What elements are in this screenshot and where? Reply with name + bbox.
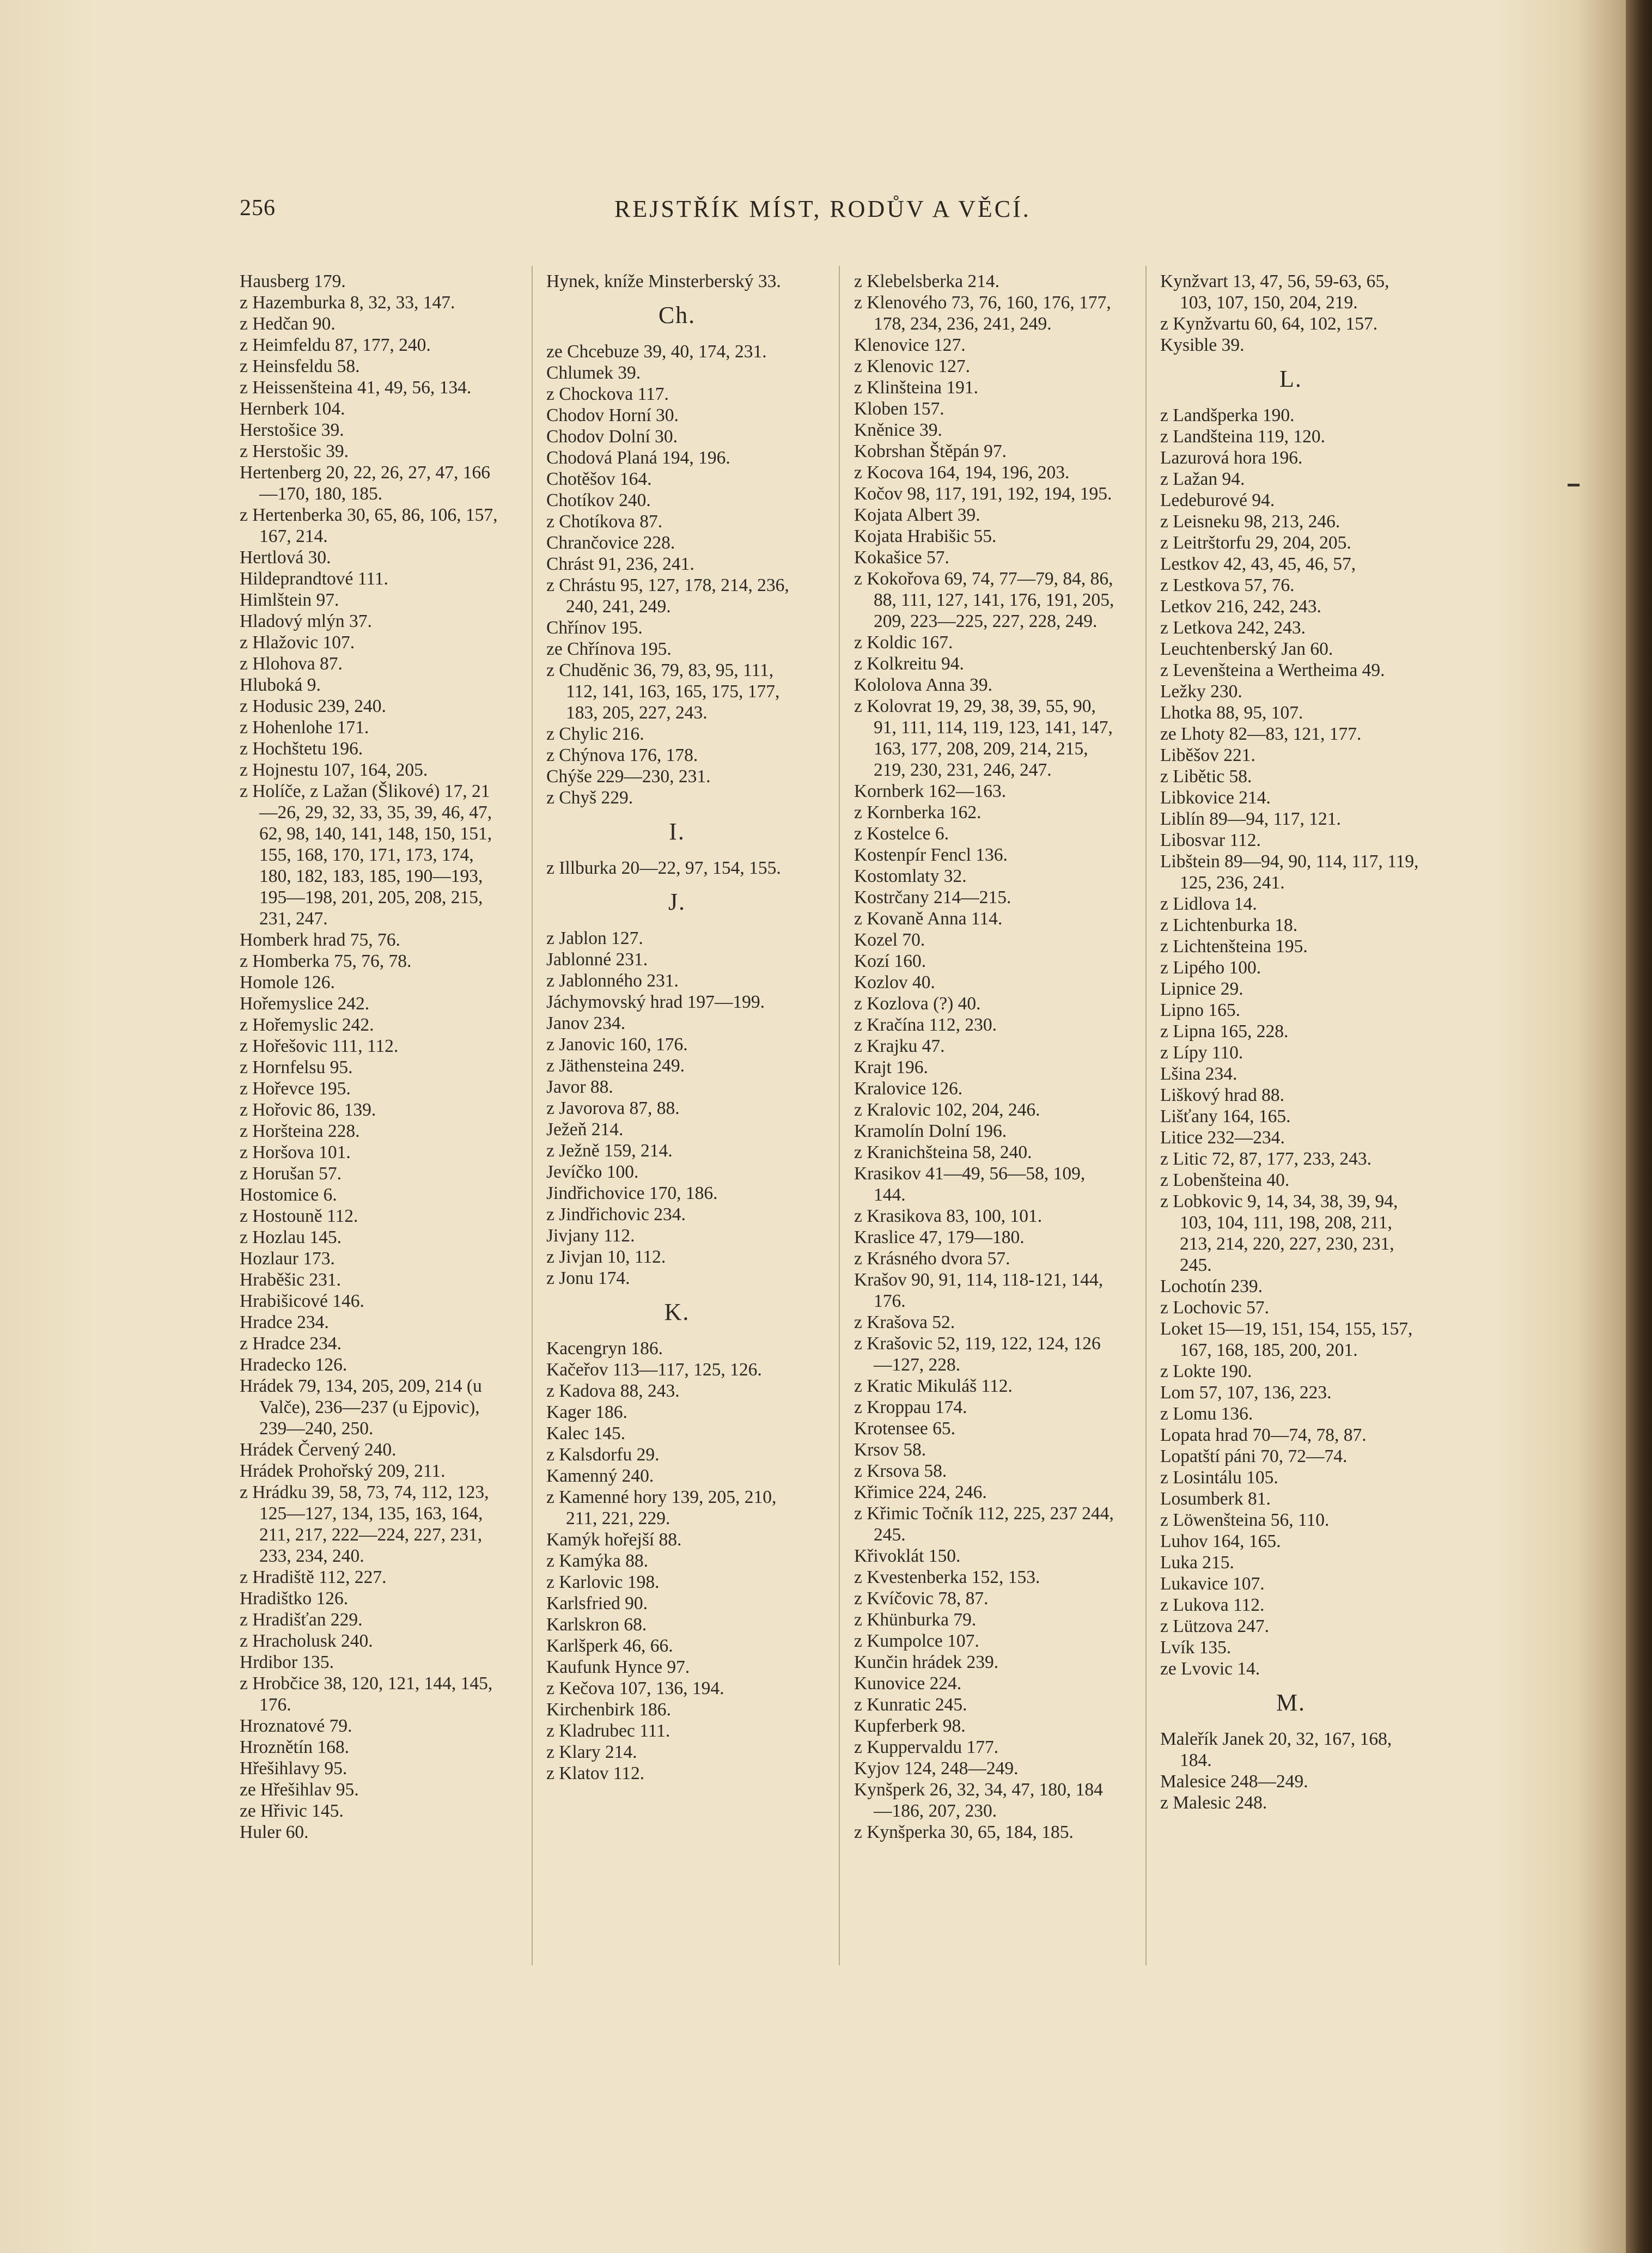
index-entry: Lipnice 29. xyxy=(1160,979,1243,999)
index-entry: z Klenovic 127. xyxy=(854,356,971,376)
index-entry: z Jivjan 10, 112. xyxy=(546,1247,666,1267)
index-entry: z Lukova 112. xyxy=(1160,1595,1265,1615)
index-entry: Lhotka 88, 95, 107. xyxy=(1160,703,1303,723)
index-entry: Chlumek 39. xyxy=(546,363,641,383)
index-entry: z Kadova 88, 243. xyxy=(546,1381,680,1401)
index-entry: z Landšperka 190. xyxy=(1160,405,1295,425)
index-entry: z Losintálu 105. xyxy=(1160,1468,1278,1488)
index-entry: z Horušan 57. xyxy=(240,1164,342,1184)
index-entry: Hrádek 79, 134, 205, 209, 214 (u Valče), 236—237 (u Ejpovic), 239—240, 250. xyxy=(240,1376,482,1439)
index-entry: z Lokte 190. xyxy=(1160,1361,1252,1381)
index-entry: Lukavice 107. xyxy=(1160,1574,1265,1594)
index-entry: Lazurová hora 196. xyxy=(1160,448,1303,468)
index-entry: Hozlaur 173. xyxy=(240,1249,335,1269)
index-entry: Libštein 89—94, 90, 114, 117, 119, 125, 236, 241. xyxy=(1160,851,1419,893)
index-entry: Klenovice 127. xyxy=(854,335,966,355)
index-entry: z Chrástu 95, 127, 178, 214, 236, 240, 241, 249. xyxy=(546,575,789,617)
index-entry: z Kralovic 102, 204, 246. xyxy=(854,1100,1040,1120)
index-entry: Loket 15—19, 151, 154, 155, 157, 167, 168, 185, 200, 201. xyxy=(1160,1319,1413,1360)
index-entry: z Hedčan 90. xyxy=(240,314,336,334)
index-entry: Kynžvart 13, 47, 56, 59-63, 65, 103, 107, 150, 204, 219. xyxy=(1160,271,1389,313)
book-spine-edge xyxy=(1626,0,1652,2253)
index-entry: Kozí 160. xyxy=(854,951,926,971)
index-entry: Kojata Albert 39. xyxy=(854,505,980,525)
index-entry: z Kvestenberka 152, 153. xyxy=(854,1567,1040,1587)
index-entry: z Hořovic 86, 139. xyxy=(240,1100,376,1120)
index-entry: z Krašovic 52, 119, 122, 124, 126—127, 228. xyxy=(854,1333,1101,1375)
index-column-3 xyxy=(854,271,1115,1843)
index-entry: z Hlažovic 107. xyxy=(240,632,355,653)
index-entry: Lestkov 42, 43, 45, 46, 57, xyxy=(1160,554,1356,574)
section-letter-heading: M. xyxy=(1276,1689,1306,1716)
index-entry: z Litic 72, 87, 177, 233, 243. xyxy=(1160,1149,1371,1169)
index-entry: z Koldic 167. xyxy=(854,632,953,653)
index-entry: z Kečova 107, 136, 194. xyxy=(546,1678,724,1698)
index-entry: z Kuppervaldu 177. xyxy=(854,1737,999,1757)
index-entry: z Ježně 159, 214. xyxy=(546,1141,673,1161)
index-entry: Losumberk 81. xyxy=(1160,1489,1271,1509)
index-entry: Kočov 98, 117, 191, 192, 194, 195. xyxy=(854,484,1112,504)
section-letter-heading: J. xyxy=(668,888,686,915)
index-entry: Hladový mlýn 37. xyxy=(240,611,372,631)
index-entry: Hořemyslice 242. xyxy=(240,994,370,1014)
index-entry: Kokašice 57. xyxy=(854,547,949,568)
index-entry: z Hlohova 87. xyxy=(240,654,343,674)
index-entry: z Holíče, z Lažan (Šlikové) 17, 21—26, 29, 32, 33, 35, 39, 46, 47, 62, 98, 140, 141, 148, 150, 151, 155, 168, 170, 171, 173, 174, 180, 182, 183, 185, 190—193, 195—198, 201, 205, 208, 215, 231, 247. xyxy=(240,781,492,929)
index-entry: Jablonné 231. xyxy=(546,949,648,970)
index-entry: z Hořemyslic 242. xyxy=(240,1015,374,1035)
index-entry: z Kolovrat 19, 29, 38, 39, 55, 90, 91, 111, 114, 119, 123, 141, 147, 163, 177, 208, 209, 214, 215, 219, 230, 231, 246, 247. xyxy=(854,696,1113,780)
index-entry: Hrádek Červený 240. xyxy=(240,1440,397,1460)
index-entry: z Lestkova 57, 76. xyxy=(1160,575,1295,595)
index-entry: z Lipého 100. xyxy=(1160,958,1261,978)
column-divider xyxy=(839,266,840,1965)
index-entry: z Chotíkova 87. xyxy=(546,512,663,532)
index-entry: Kager 186. xyxy=(546,1402,627,1422)
index-entry: Javor 88. xyxy=(546,1077,613,1097)
index-entry: z Hertenberka 30, 65, 86, 106, 157, 167, 214. xyxy=(240,505,498,546)
index-entry: z Khünburka 79. xyxy=(854,1610,977,1630)
index-column-4 xyxy=(1160,271,1422,1813)
index-entry: Hradištko 126. xyxy=(240,1588,349,1609)
index-entry: z Hazemburka 8, 32, 33, 147. xyxy=(240,293,455,313)
index-entry: z Křimic Točník 112, 225, 237 244, 245. xyxy=(854,1503,1114,1545)
index-entry: z Lidlova 14. xyxy=(1160,894,1257,914)
index-entry: Křimice 224, 246. xyxy=(854,1482,987,1502)
index-entry: z Leitrštorfu 29, 204, 205. xyxy=(1160,533,1351,553)
index-entry: Kunovice 224. xyxy=(854,1673,962,1694)
index-entry: z Janovic 160, 176. xyxy=(546,1034,688,1055)
index-entry: z Chockova 117. xyxy=(546,384,669,404)
index-entry: z Hozlau 145. xyxy=(240,1227,342,1247)
index-entry: Křivoklát 150. xyxy=(854,1546,961,1566)
index-entry: Liblín 89—94, 117, 121. xyxy=(1160,809,1341,829)
index-entry: z Hořevce 195. xyxy=(240,1079,351,1099)
page-number: 256 xyxy=(240,196,276,221)
index-entry: Jáchymovský hrad 197—199. xyxy=(546,992,765,1012)
index-entry: z Lichtenšteina 195. xyxy=(1160,936,1308,957)
section-letter-heading: I. xyxy=(669,818,685,845)
index-column-2 xyxy=(546,271,808,1784)
index-entry: Kojata Hrabišic 55. xyxy=(854,526,997,546)
index-entry: z Kračína 112, 230. xyxy=(854,1015,997,1035)
index-entry: z Kroppau 174. xyxy=(854,1397,967,1417)
index-entry: z Klary 214. xyxy=(546,1742,637,1762)
index-entry: z Chylic 216. xyxy=(546,724,644,744)
index-column-1 xyxy=(240,271,501,1843)
index-entry: z Illburka 20—22, 97, 154, 155. xyxy=(546,858,781,878)
index-entry: Hertlová 30. xyxy=(240,547,331,568)
index-entry: Krsov 58. xyxy=(854,1440,926,1460)
index-entry: z Libětic 58. xyxy=(1160,766,1252,787)
index-entry: Hertenberg 20, 22, 26, 27, 47, 166—170, 180, 185. xyxy=(240,462,490,504)
index-entry: z Horšova 101. xyxy=(240,1142,351,1162)
index-entry: Hradce 234. xyxy=(240,1312,329,1332)
index-entry: z Kovaně Anna 114. xyxy=(854,909,1003,929)
index-entry: ze Lhoty 82—83, 121, 177. xyxy=(1160,724,1362,744)
index-entry: Hynek, kníže Minsterberský 33. xyxy=(546,271,781,291)
index-entry: z Jonu 174. xyxy=(546,1268,630,1288)
index-entry: Luka 215. xyxy=(1160,1552,1234,1573)
index-entry: Liběšov 221. xyxy=(1160,745,1255,765)
index-entry: z Chyš 229. xyxy=(546,788,633,808)
index-entry: z Levenšteina a Wertheima 49. xyxy=(1160,660,1385,680)
index-entry: z Karlovic 198. xyxy=(546,1572,660,1592)
index-entry: Krotensee 65. xyxy=(854,1418,956,1439)
index-entry: Kynšperk 26, 32, 34, 47, 180, 184—186, 207, 230. xyxy=(854,1780,1103,1821)
index-entry: Kamenný 240. xyxy=(546,1466,654,1486)
index-entry: Krajt 196. xyxy=(854,1057,928,1077)
index-entry: Kramolín Dolní 196. xyxy=(854,1121,1007,1141)
index-entry: Chrást 91, 236, 241. xyxy=(546,554,694,574)
index-entry: z Krsova 58. xyxy=(854,1461,947,1481)
index-entry: z Kalsdorfu 29. xyxy=(546,1445,660,1465)
index-entry: z Lípy 110. xyxy=(1160,1043,1243,1063)
index-entry: z Homberka 75, 76, 78. xyxy=(240,951,412,971)
index-entry: Lšina 234. xyxy=(1160,1064,1238,1084)
index-entry: z Kamýka 88. xyxy=(546,1551,648,1571)
index-entry: Hroznětín 168. xyxy=(240,1737,349,1757)
index-entry: Lopata hrad 70—74, 78, 87. xyxy=(1160,1425,1367,1445)
index-entry: z Lažan 94. xyxy=(1160,469,1245,489)
index-entry: Hřešihlavy 95. xyxy=(240,1758,348,1779)
index-entry: z Hradišťan 229. xyxy=(240,1610,363,1630)
index-entry: ze Lvovic 14. xyxy=(1160,1659,1260,1679)
index-entry: Hrdibor 135. xyxy=(240,1652,334,1672)
column-divider xyxy=(532,266,533,1965)
index-entry: Lvík 135. xyxy=(1160,1637,1232,1658)
index-entry: z Kozlova (?) 40. xyxy=(854,994,981,1014)
index-entry: Kacengryn 186. xyxy=(546,1338,663,1359)
index-entry: Himlštein 97. xyxy=(240,590,339,610)
index-entry: Hluboká 9. xyxy=(240,675,321,695)
index-entry: Letkov 216, 242, 243. xyxy=(1160,596,1321,617)
index-entry: z Kornberka 162. xyxy=(854,802,982,823)
index-entry: z Lichtenburka 18. xyxy=(1160,915,1298,935)
index-entry: z Herstošic 39. xyxy=(240,441,349,461)
index-entry: z Kunratic 245. xyxy=(854,1695,967,1715)
index-entry: z Hochštetu 196. xyxy=(240,739,363,759)
index-entry: Kamýk hořejší 88. xyxy=(546,1530,682,1550)
index-entry: z Chýnova 176, 178. xyxy=(546,745,698,765)
index-entry: ze Hřivic 145. xyxy=(240,1801,344,1821)
index-entry: z Lochovic 57. xyxy=(1160,1298,1270,1318)
index-entry: Hausberg 179. xyxy=(240,271,346,291)
index-entry: z Krašova 52. xyxy=(854,1312,955,1332)
index-entry: z Heissenšteina 41, 49, 56, 134. xyxy=(240,377,472,398)
index-entry: z Landšteina 119, 120. xyxy=(1160,427,1325,447)
index-entry: z Lomu 136. xyxy=(1160,1404,1253,1424)
index-entry: z Horšteina 228. xyxy=(240,1121,360,1141)
index-entry: Kirchenbirk 186. xyxy=(546,1700,671,1720)
index-entry: ze Chcebuze 39, 40, 174, 231. xyxy=(546,342,767,362)
section-letter-heading: L. xyxy=(1279,366,1302,392)
index-entry: z Malesic 248. xyxy=(1160,1793,1267,1813)
index-entry: Kozel 70. xyxy=(854,930,925,950)
index-entry: z Jäthensteina 249. xyxy=(546,1056,685,1076)
index-entry: z Kamenné hory 139, 205, 210, 211, 221, 229. xyxy=(546,1487,777,1529)
index-entry: Kyjov 124, 248—249. xyxy=(854,1758,1019,1779)
index-entry: Kalec 145. xyxy=(546,1423,626,1444)
index-entry: Hrabišicové 146. xyxy=(240,1291,364,1311)
index-entry: z Kumpolce 107. xyxy=(854,1631,979,1651)
index-entry: z Jindřichovic 234. xyxy=(546,1204,686,1225)
index-entry: Kornberk 162—163. xyxy=(854,781,1007,801)
index-entry: z Kokořova 69, 74, 77—79, 84, 86, 88, 111, 127, 141, 176, 191, 205, 209, 223—225, 227, 228, 249. xyxy=(854,569,1114,631)
index-entry: Huler 60. xyxy=(240,1822,309,1842)
index-entry: Karlskron 68. xyxy=(546,1615,647,1635)
index-entry: z Hrádku 39, 58, 73, 74, 112, 123, 125—127, 134, 135, 163, 164, 211, 217, 222—224, 227, 231, 233, 234, 240. xyxy=(240,1482,489,1566)
index-entry: Hernberk 104. xyxy=(240,399,345,419)
index-entry: z Hojnestu 107, 164, 205. xyxy=(240,760,428,780)
index-entry: z Letkova 242, 243. xyxy=(1160,618,1306,638)
index-entry: Lom 57, 107, 136, 223. xyxy=(1160,1383,1332,1403)
index-entry: z Hořešovic 111, 112. xyxy=(240,1036,399,1056)
index-entry: Homole 126. xyxy=(240,972,335,992)
index-entry: z Kolkreitu 94. xyxy=(854,654,964,674)
index-entry: Chotíkov 240. xyxy=(546,490,651,510)
index-entry: Krasikov 41—49, 56—58, 109, 144. xyxy=(854,1164,1086,1205)
index-entry: z Krasikova 83, 100, 101. xyxy=(854,1206,1043,1226)
index-entry: z Klenového 73, 76, 160, 176, 177, 178, 234, 236, 241, 249. xyxy=(854,293,1111,334)
index-entry: z Hradiště 112, 227. xyxy=(240,1567,387,1587)
index-entry: Kralovice 126. xyxy=(854,1079,963,1099)
index-entry: Kloben 157. xyxy=(854,399,944,419)
index-entry: z Lobkovic 9, 14, 34, 38, 39, 94, 103, 104, 111, 198, 208, 211, 213, 214, 220, 227, 230, 231, 245. xyxy=(1160,1191,1398,1275)
index-entry: Jivjany 112. xyxy=(546,1226,635,1246)
index-entry: Ležky 230. xyxy=(1160,681,1242,702)
index-entry: Lišťany 164, 165. xyxy=(1160,1106,1291,1126)
index-entry: Kraslice 47, 179—180. xyxy=(854,1227,1025,1247)
index-entry: Malesice 248—249. xyxy=(1160,1771,1308,1792)
index-entry: Kobrshan Štěpán 97. xyxy=(854,441,1007,461)
index-entry: Kaufunk Hynce 97. xyxy=(546,1657,690,1677)
index-entry: Jindřichovice 170, 186. xyxy=(546,1183,718,1203)
index-entry: z Hracholusk 240. xyxy=(240,1631,373,1651)
index-entry: z Hohenlohe 171. xyxy=(240,717,369,738)
index-entry: ze Hřešihlav 95. xyxy=(240,1780,359,1800)
index-entry: z Chuděnic 36, 79, 83, 95, 111, 112, 141, 163, 165, 175, 177, 183, 205, 227, 243. xyxy=(546,660,780,723)
index-entry: z Hradce 234. xyxy=(240,1333,342,1354)
index-entry: z Heimfeldu 87, 177, 240. xyxy=(240,335,431,355)
index-entry: Karlšperk 46, 66. xyxy=(546,1636,673,1656)
index-entry: Lopatští páni 70, 72—74. xyxy=(1160,1446,1348,1466)
index-entry: z Klatov 112. xyxy=(546,1763,645,1783)
index-entry: Chotěšov 164. xyxy=(546,469,652,489)
index-entry: z Leisneku 98, 213, 246. xyxy=(1160,512,1340,532)
index-entry: Kněnice 39. xyxy=(854,420,942,440)
index-entry: z Hodusic 239, 240. xyxy=(240,696,386,716)
section-letter-heading: Ch. xyxy=(658,302,696,328)
index-entry: Luhov 164, 165. xyxy=(1160,1531,1281,1551)
index-entry: Kololova Anna 39. xyxy=(854,675,993,695)
index-entry: z Hornfelsu 95. xyxy=(240,1057,353,1077)
index-entry: Liškový hrad 88. xyxy=(1160,1085,1284,1105)
index-entry: z Jablon 127. xyxy=(546,928,643,948)
index-entry: z Lützova 247. xyxy=(1160,1616,1270,1636)
index-entry: ze Chřínova 195. xyxy=(546,639,672,659)
index-entry: Kozlov 40. xyxy=(854,972,935,992)
index-entry: Litice 232—234. xyxy=(1160,1128,1285,1148)
margin-mark xyxy=(1568,484,1580,486)
index-entry: Chodová Planá 194, 196. xyxy=(546,448,730,468)
section-letter-heading: K. xyxy=(664,1299,690,1325)
index-entry: z Kynžvartu 60, 64, 102, 157. xyxy=(1160,314,1378,334)
index-entry: Lipno 165. xyxy=(1160,1000,1241,1020)
index-entry: Maleřík Janek 20, 32, 167, 168, 184. xyxy=(1160,1729,1392,1770)
index-entry: z Kynšperka 30, 65, 184, 185. xyxy=(854,1822,1074,1842)
index-entry: z Kranichšteina 58, 240. xyxy=(854,1142,1032,1162)
index-entry: z Heinsfeldu 58. xyxy=(240,356,360,376)
index-entry: Chodov Dolní 30. xyxy=(546,427,678,447)
index-entry: z Kvíčovic 78, 87. xyxy=(854,1588,989,1609)
index-entry: z Kostelce 6. xyxy=(854,824,949,844)
index-entry: z Hrobčice 38, 120, 121, 144, 145, 176. xyxy=(240,1673,493,1715)
index-entry: Kupferberk 98. xyxy=(854,1716,966,1736)
index-entry: z Javorova 87, 88. xyxy=(546,1098,680,1118)
index-entry: z Kladrubec 111. xyxy=(546,1721,670,1741)
index-entry: Hildeprandtové 111. xyxy=(240,569,388,589)
index-entry: Libosvar 112. xyxy=(1160,830,1261,850)
index-entry: z Lobenšteina 40. xyxy=(1160,1170,1290,1190)
index-entry: z Krajku 47. xyxy=(854,1036,945,1056)
index-entry: z Kratic Mikuláš 112. xyxy=(854,1376,1013,1396)
index-entry: z Kocova 164, 194, 196, 203. xyxy=(854,462,1070,483)
index-entry: Kysible 39. xyxy=(1160,335,1245,355)
column-divider xyxy=(1145,266,1147,1965)
index-entry: z Klinšteina 191. xyxy=(854,377,978,398)
index-entry: Ježeň 214. xyxy=(546,1119,624,1140)
index-entry: Hraběšic 231. xyxy=(240,1270,342,1290)
index-entry: Karlsfried 90. xyxy=(546,1593,648,1613)
index-entry: Homberk hrad 75, 76. xyxy=(240,930,400,950)
index-entry: Libkovice 214. xyxy=(1160,788,1271,808)
index-entry: Chřínov 195. xyxy=(546,618,643,638)
index-entry: z Klebelsberka 214. xyxy=(854,271,999,291)
index-entry: Lochotín 239. xyxy=(1160,1276,1263,1296)
index-entry: z Hostouně 112. xyxy=(240,1206,358,1226)
index-entry: Krašov 90, 91, 114, 118-121, 144, 176. xyxy=(854,1270,1104,1311)
index-entry: Kunčin hrádek 239. xyxy=(854,1652,999,1672)
index-entry: Janov 234. xyxy=(546,1013,626,1033)
index-entry: Kačeřov 113—117, 125, 126. xyxy=(546,1360,762,1380)
index-entry: z Jablonného 231. xyxy=(546,971,679,991)
index-entry: Hostomice 6. xyxy=(240,1185,337,1205)
index-entry: z Krásného dvora 57. xyxy=(854,1249,1010,1269)
index-entry: Hroznatové 79. xyxy=(240,1716,352,1736)
index-entry: Kostenpír Fencl 136. xyxy=(854,845,1008,865)
index-entry: Hrádek Prohořský 209, 211. xyxy=(240,1461,446,1481)
index-entry: Hradecko 126. xyxy=(240,1355,348,1375)
index-entry: Chrančovice 228. xyxy=(546,533,675,553)
index-entry: Chýše 229—230, 231. xyxy=(546,766,711,787)
running-head-title: REJSTŘÍK MÍST, RODŮV A VĚCÍ. xyxy=(614,196,1031,222)
index-entry: Herstošice 39. xyxy=(240,420,344,440)
index-entry: Kostrčany 214—215. xyxy=(854,887,1011,908)
index-entry: Ledeburové 94. xyxy=(1160,490,1275,510)
index-entry: Kostomlaty 32. xyxy=(854,866,967,886)
index-entry: Leuchtenberský Jan 60. xyxy=(1160,639,1333,659)
index-entry: z Lipna 165, 228. xyxy=(1160,1021,1289,1042)
index-entry: Chodov Horní 30. xyxy=(546,405,679,425)
index-entry: Jevíčko 100. xyxy=(546,1162,639,1182)
index-entry: z Löwenšteina 56, 110. xyxy=(1160,1510,1330,1530)
